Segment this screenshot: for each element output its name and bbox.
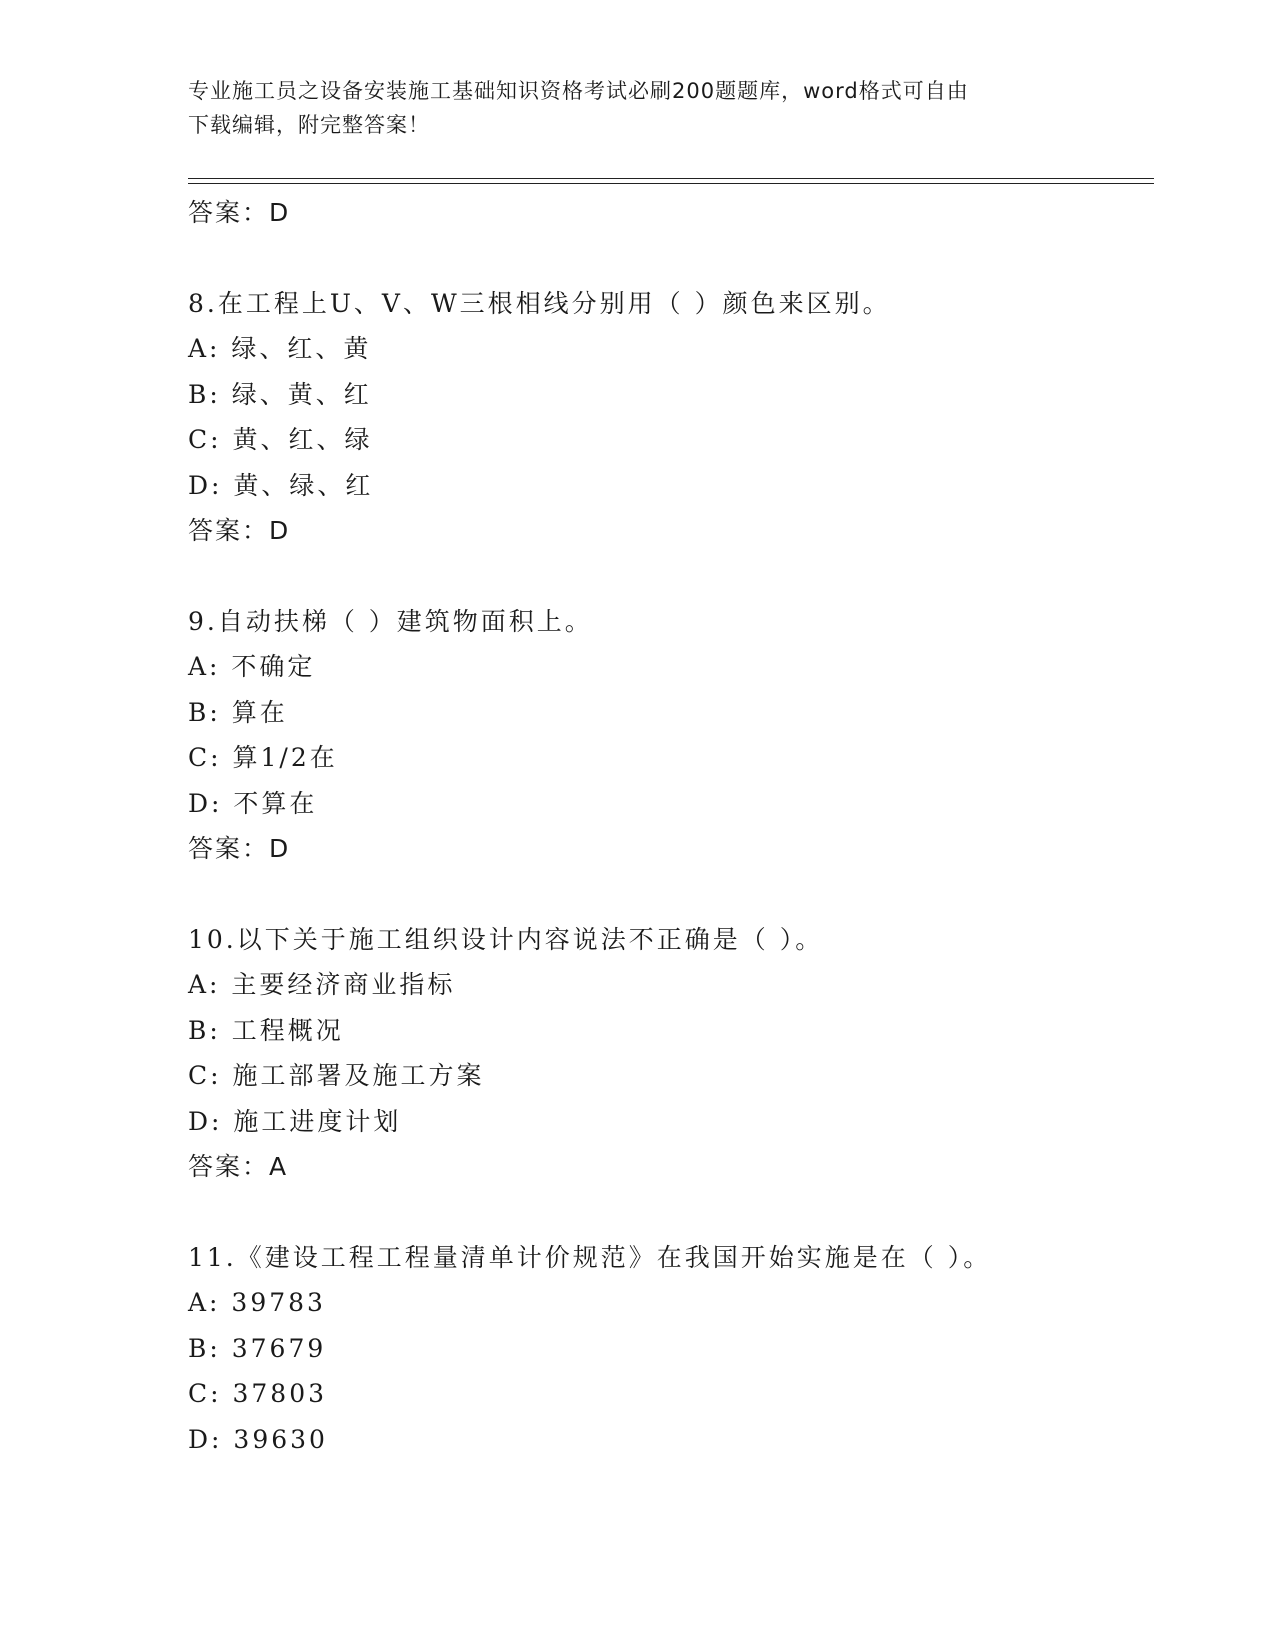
question-text: 9.自动扶梯（ ）建筑物面积上。: [188, 607, 593, 636]
question-list: [188, 190, 1154, 1462]
answer-line: 答案：D: [188, 198, 291, 227]
option-b: B: 37679: [188, 1333, 327, 1363]
option-d: D: 施工进度计划: [188, 1106, 402, 1136]
option-b: B: 绿、黄、红: [188, 379, 372, 409]
option-c: C: 算1/2在: [188, 743, 338, 772]
question-text: 8.在工程上U、V、W三根相线分别用（ ）颜色来区别。: [188, 289, 891, 318]
answer-line: 答案：D: [188, 834, 291, 863]
spacer: [188, 235, 1154, 281]
answer-line: 答案：D: [188, 516, 291, 545]
option-d: D: 39630: [188, 1424, 328, 1454]
option-a: A: 39783: [188, 1288, 326, 1317]
header-divider-bottom: [188, 183, 1154, 184]
option-a: A: 绿、红、黄: [188, 334, 372, 363]
option-a: A: 不确定: [188, 652, 316, 681]
option-c: C: 37803: [188, 1379, 328, 1408]
header-divider-top: [188, 178, 1154, 179]
spacer: [188, 553, 1154, 599]
spacer: [188, 1189, 1154, 1235]
header-line-2: 下载编辑，附完整答案！: [188, 113, 430, 137]
spacer: [188, 871, 1154, 917]
header-line-1: 专业施工员之设备安装施工基础知识资格考试必刷200题题库，word格式可自由: [188, 79, 969, 103]
option-d: D: 黄、绿、红: [188, 470, 374, 500]
option-b: B: 算在: [188, 697, 288, 727]
option-d: D: 不算在: [188, 788, 318, 818]
option-a: A: 主要经济商业指标: [188, 970, 456, 999]
option-c: C: 施工部署及施工方案: [188, 1061, 485, 1090]
question-text: 11.《建设工程工程量清单计价规范》在我国开始实施是在（ ）。: [188, 1243, 992, 1272]
option-b: B: 工程概况: [188, 1015, 344, 1045]
question-text: 10.以下关于施工组织设计内容说法不正确是（ ）。: [188, 925, 824, 954]
document-header: [188, 74, 1088, 142]
answer-line: 答案：A: [188, 1152, 289, 1181]
option-c: C: 黄、红、绿: [188, 425, 373, 454]
